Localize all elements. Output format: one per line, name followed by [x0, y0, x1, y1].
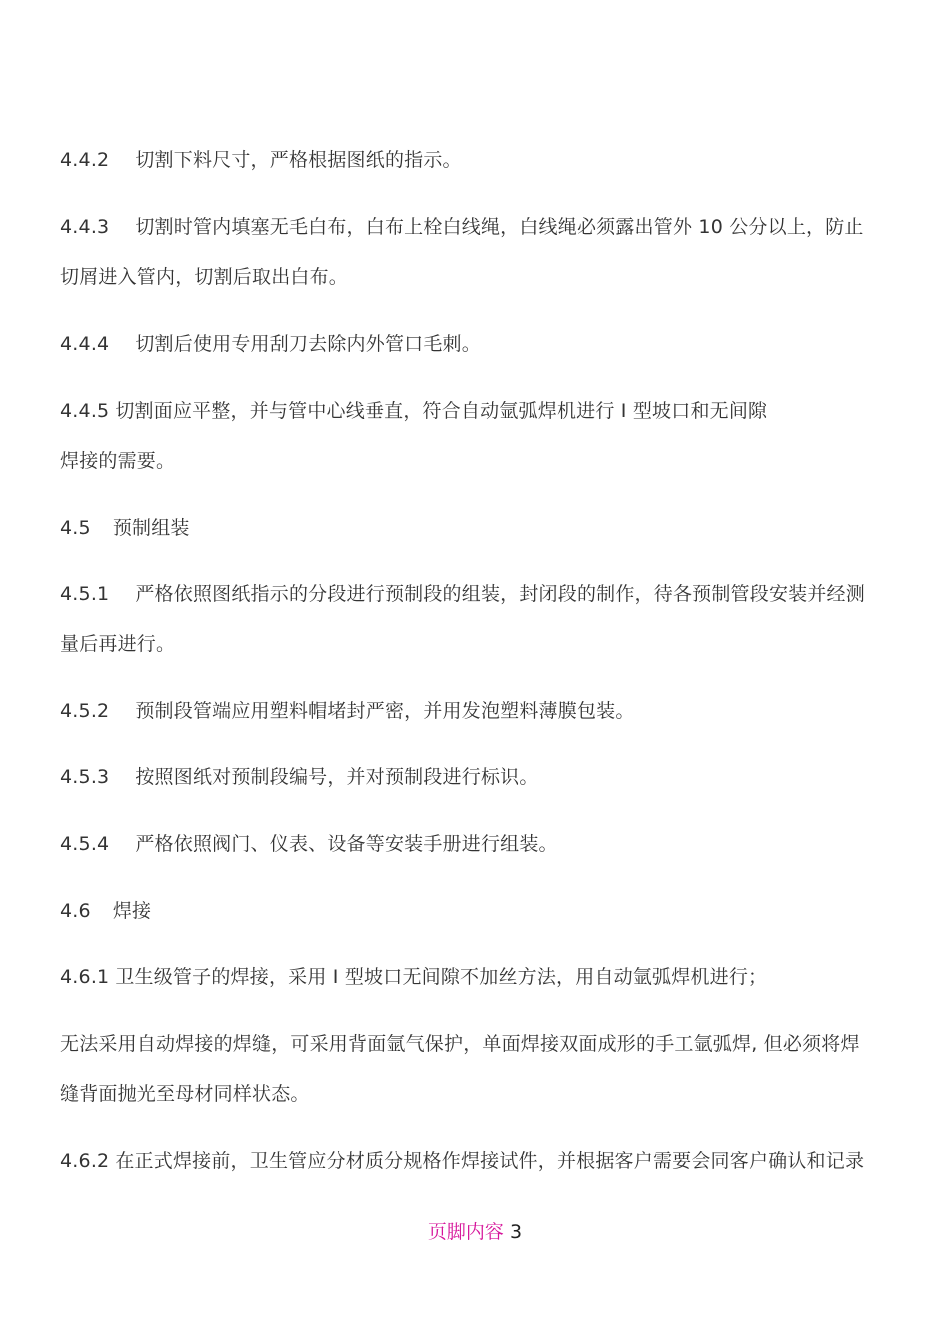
section-number: 4.5.3 — [60, 766, 110, 788]
section-number: 4.4.4 — [60, 333, 110, 355]
section-number: 4.4.5 — [60, 400, 110, 422]
section-heading: 预制组装 — [112, 517, 190, 539]
paragraph-4-5-1 — [60, 582, 905, 606]
paragraph-text: 卫生级管子的焊接，采用 I 型坡口无间隙不加丝方法，用自动氩弧焊机进行； — [115, 966, 768, 988]
paragraph-text: 切割下料尺寸，严格根据图纸的指示。 — [135, 149, 462, 171]
section-heading: 焊接 — [112, 900, 152, 922]
paragraph-manual-welding — [60, 1032, 905, 1056]
paragraph-text: 焊接的需要。 — [60, 450, 176, 472]
paragraph-text: 严格依照阀门、仪表、设备等安装手册进行组装。 — [135, 833, 558, 855]
section-number: 4.5.1 — [60, 583, 110, 605]
paragraph-text: 切割时管内填塞无毛白布，白布上栓白线绳，白线绳必须露出管外 10 公分以上，防止 — [135, 216, 864, 238]
section-number: 4.5.2 — [60, 700, 110, 722]
paragraph-4-4-5-continued — [60, 449, 905, 473]
paragraph-text: 严格依照图纸指示的分段进行预制段的组装，封闭段的制作，待各预制管段安装并经测 — [135, 583, 865, 605]
section-number: 4.5.4 — [60, 833, 110, 855]
paragraph-text: 切割面应平整，并与管中心线垂直，符合自动氩弧焊机进行 I 型坡口和无间隙 — [115, 400, 768, 422]
section-number: 4.6 — [60, 900, 91, 922]
paragraph-4-5-3 — [60, 765, 905, 789]
section-number: 4.5 — [60, 517, 91, 539]
paragraph-4-4-3-continued — [60, 265, 905, 289]
paragraph-text: 在正式焊接前，卫生管应分材质分规格作焊接试件，并根据客户需要会同客户确认和记录 — [115, 1150, 865, 1172]
paragraph-4-6-1 — [60, 965, 905, 989]
footer-label: 页脚内容 — [427, 1221, 504, 1243]
paragraph-text: 量后再进行。 — [60, 633, 176, 655]
paragraph-text: 缝背面抛光至母材同样状态。 — [60, 1083, 310, 1105]
page-number: 3 — [509, 1221, 523, 1243]
paragraph-text: 按照图纸对预制段编号，并对预制段进行标识。 — [135, 766, 539, 788]
paragraph-manual-welding-continued — [60, 1082, 905, 1106]
paragraph-text: 切屑进入管内，切割后取出白布。 — [60, 266, 349, 288]
paragraph-4-4-4 — [60, 332, 905, 356]
paragraph-4-6-2 — [60, 1149, 905, 1173]
section-number: 4.6.1 — [60, 966, 110, 988]
paragraph-text: 切割后使用专用刮刀去除内外管口毛刺。 — [135, 333, 481, 355]
heading-4-5 — [60, 516, 905, 540]
paragraph-text: 无法采用自动焊接的焊缝，可采用背面氩气保护，单面焊接双面成形的手工氩弧焊, 但必须将焊 — [60, 1033, 860, 1055]
paragraph-text: 预制段管端应用塑料帽堵封严密，并用发泡塑料薄膜包装。 — [135, 700, 635, 722]
heading-4-6 — [60, 899, 905, 923]
page-footer — [0, 1220, 950, 1244]
paragraph-4-5-2 — [60, 699, 905, 723]
paragraph-4-5-4 — [60, 832, 905, 856]
section-number: 4.4.3 — [60, 216, 110, 238]
paragraph-4-5-1-continued — [60, 632, 905, 656]
paragraph-4-4-2 — [60, 148, 905, 172]
paragraph-4-4-3 — [60, 215, 905, 239]
section-number: 4.4.2 — [60, 149, 110, 171]
section-number: 4.6.2 — [60, 1150, 110, 1172]
paragraph-4-4-5 — [60, 399, 905, 423]
